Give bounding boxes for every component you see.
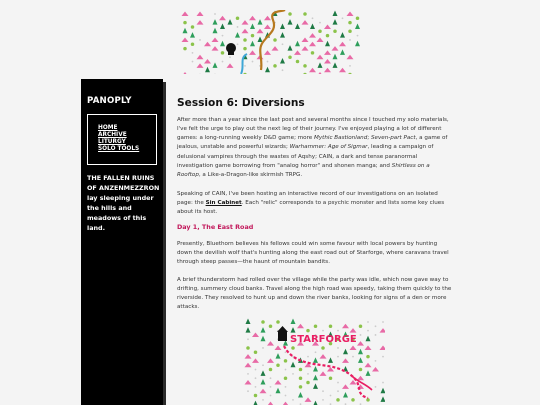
nav-link-liturgy[interactable]: LITURGY xyxy=(98,139,126,145)
sidebar-nav xyxy=(87,114,157,165)
site-title[interactable]: PANOPLY xyxy=(87,96,132,106)
post-title: Session 6: Diversions xyxy=(177,97,305,109)
route-map-illustration xyxy=(244,318,385,405)
paragraph-sin-cabinet: Speaking of CAIN, I've been hosting an interactive record of our investigations on an isolated page: the Sin Cabinet. Each "relic" corresponds to a psychic monster and lists some key clues about its host. xyxy=(177,191,445,216)
map-starforge-label: STARFORGE xyxy=(290,334,357,345)
nav-link-archive[interactable]: ARCHIVE xyxy=(98,132,127,138)
day-heading: Day 1, The East Road xyxy=(177,223,254,231)
paragraph-intro: After more than a year since the last post and several months since I touched my solo materials, I've felt the urge to play out the next leg of their journey. I've enjoyed playing a lot of different games: a long-running weekly D&D game; more Mythic Bastionland; Seven-part Pact, a game of jealous, unstable and powerful wizards; Warhammer: Age of Sigmar, leading a campaign of delusional vampires through the wastes of Aqshy; CAIN, a dark and tense paranormal investigation game borrowing from "analog horror" and shonen manga; and Shirtless on a Rooftop, a Like-a-Dragon-like skirmish TRPG. xyxy=(177,117,449,178)
sidebar-shadow xyxy=(163,82,166,405)
nav-link-solo-tools[interactable]: SOLO TOOLS xyxy=(98,146,140,152)
sidebar-tagline: THE FALLEN RUINS OF ANZENMEZZRON lay sleeping under the hills and meadows of this land. xyxy=(87,174,160,232)
paragraph-thunderstorm: A brief thunderstorm had rolled over the village while the party was idle, which now gave way to drifting, summery cloud banks. Travel along the high road was speedy, taking them quickly to the riverside. They resolved to hunt up and down the river banks, looking for signs of a den or more attacks. xyxy=(177,277,452,311)
paragraph-bluethorn: Presently, Bluethorn believes his fellows could win some favour with local powers by hunting down the devilish wolf that's hunting along the east road out of Starforge, where caravans travel through steep passes—the haunt of mountain bandits. xyxy=(177,241,449,266)
banner-map-illustration xyxy=(181,10,360,74)
nav-link-home[interactable]: HOME xyxy=(98,125,118,131)
sin-cabinet-link[interactable]: Sin Cabinet xyxy=(205,200,242,207)
